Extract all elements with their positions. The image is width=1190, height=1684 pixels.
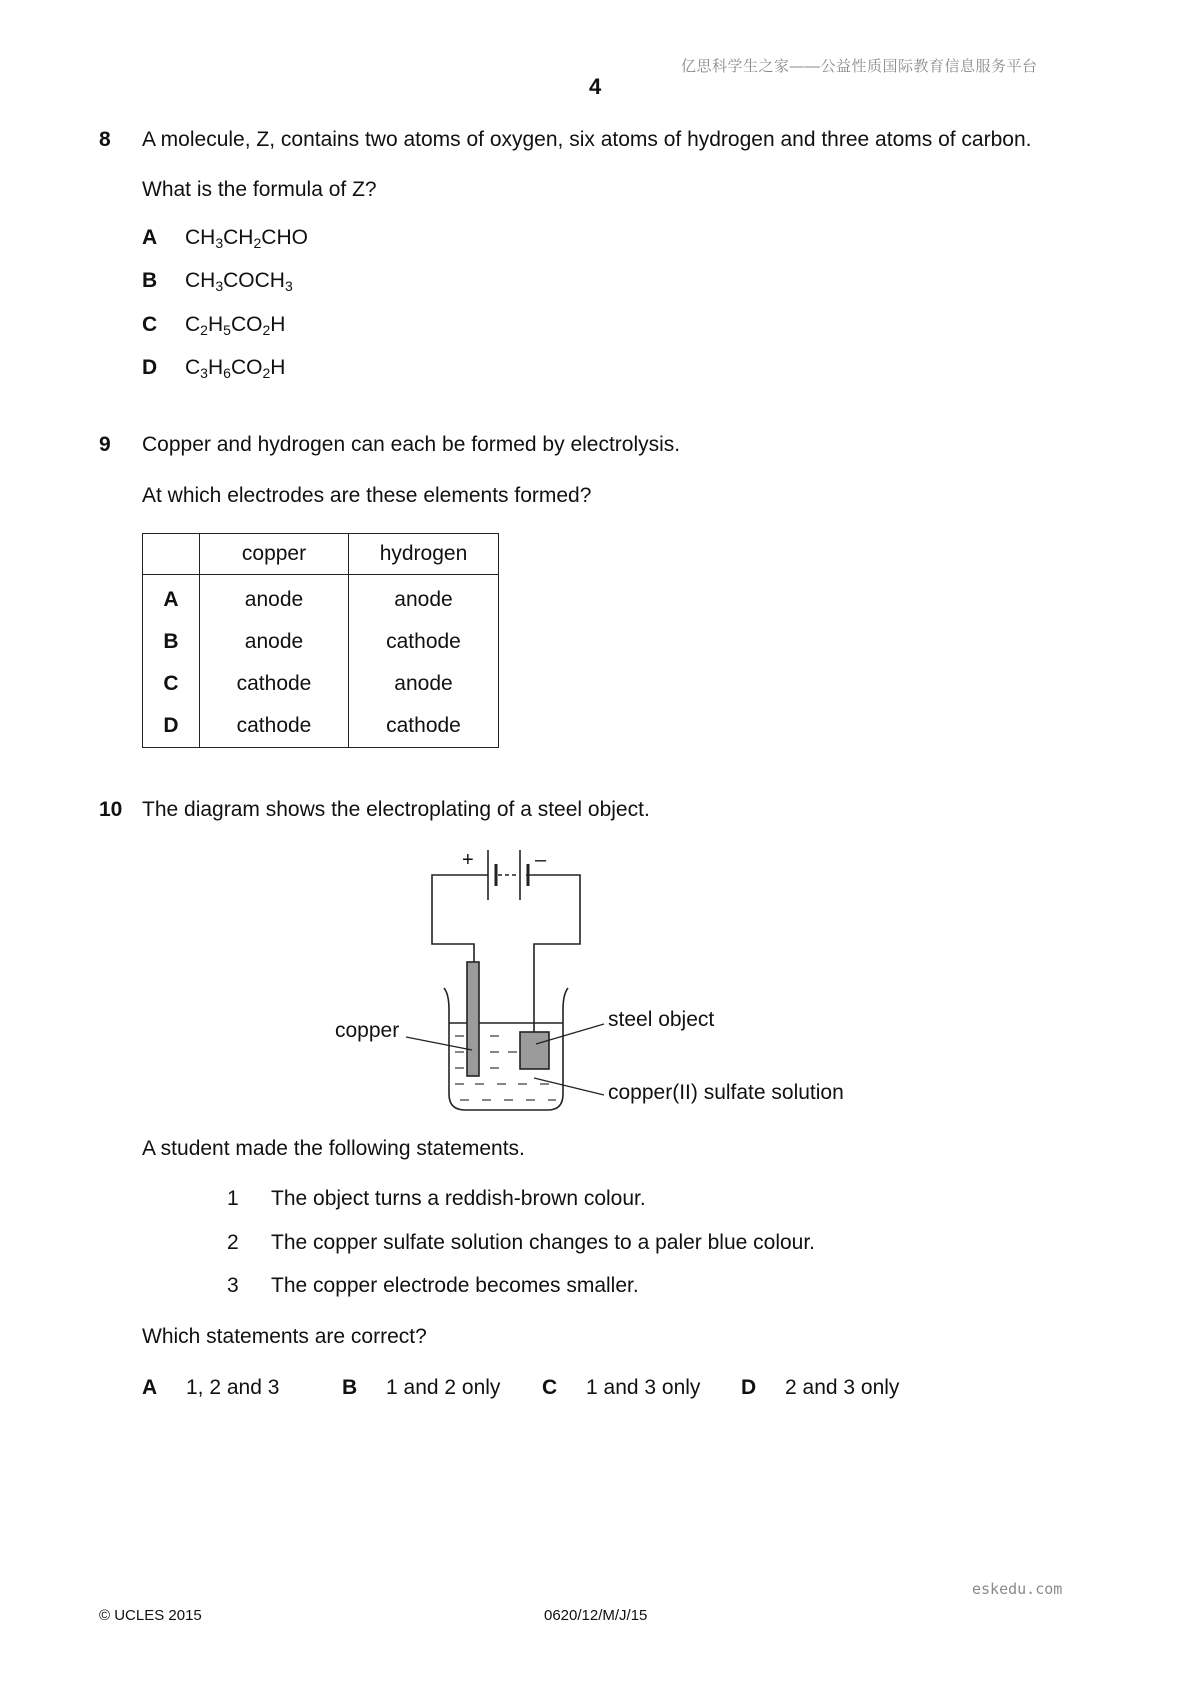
copper-electrode: [467, 962, 479, 1076]
label-steel-object: steel object: [608, 1008, 715, 1031]
q10-number: 10: [99, 798, 123, 821]
row-copper: cathode: [200, 705, 349, 748]
q8-option-c-formula: $C_2H_5CO_2H$: [185, 313, 286, 338]
row-letter: C: [143, 663, 200, 705]
q10-question: Which statements are correct?: [142, 1325, 427, 1348]
row-copper: anode: [200, 575, 349, 622]
q10-option-b-letter: B: [342, 1376, 358, 1399]
battery-plus-sign: +: [462, 849, 474, 871]
q8-question: What is the formula of Z?: [142, 178, 377, 201]
q10-stem: The diagram shows the electroplating of a steel object.: [142, 798, 650, 821]
footer-copyright: © UCLES 2015: [99, 1607, 202, 1624]
leader-copper: [406, 1037, 472, 1050]
row-hydrogen: anode: [349, 575, 499, 622]
statement-2-text: The copper sulfate solution changes to a paler blue colour.: [271, 1231, 816, 1254]
steel-object: [520, 1032, 549, 1069]
page-number: 4: [589, 74, 602, 99]
q8-option-d-formula: $C_3H_6CO_2H$: [185, 356, 286, 381]
q8-stem: A molecule, Z, contains two atoms of oxygen, six atoms of hydrogen and three atoms of carbon.: [142, 128, 1032, 151]
q10-option-a-letter: A: [142, 1376, 158, 1399]
q10-option-c-text: 1 and 3 only: [586, 1376, 701, 1399]
row-hydrogen: cathode: [349, 621, 499, 663]
q10-intro: A student made the following statements.: [142, 1137, 525, 1160]
table-header-hydrogen: hydrogen: [349, 534, 499, 575]
statement-3-number: 3: [227, 1274, 239, 1297]
q8-option-a-formula: $CH_3CH_2CHO$: [185, 226, 308, 251]
q10-option-a-text: 1, 2 and 3: [186, 1376, 280, 1399]
leader-solution: [534, 1078, 604, 1095]
table-header-copper: copper: [200, 534, 349, 575]
row-copper: anode: [200, 621, 349, 663]
row-copper: cathode: [200, 663, 349, 705]
row-letter: B: [143, 621, 200, 663]
q10-option-d-text: 2 and 3 only: [785, 1376, 900, 1399]
row-letter: A: [143, 575, 200, 622]
q8-number: 8: [99, 128, 111, 151]
wire-right: [526, 875, 580, 1032]
wire-left: [432, 875, 488, 962]
q8-option-b-letter: B: [142, 269, 158, 292]
q9-number: 9: [99, 433, 111, 456]
statement-3-text: The copper electrode becomes smaller.: [271, 1274, 639, 1297]
q8-option-b-formula: $CH_3COCH_3$: [185, 269, 293, 294]
row-hydrogen: cathode: [349, 705, 499, 748]
q8-option-d-letter: D: [142, 356, 158, 379]
statement-1-text: The object turns a reddish-brown colour.: [271, 1187, 646, 1210]
header-watermark: 亿思科学生之家——公益性质国际教育信息服务平台: [681, 58, 1038, 75]
q9-question: At which electrodes are these elements formed?: [142, 484, 592, 507]
battery-minus-sign: –: [535, 849, 547, 871]
q8-option-c-letter: C: [142, 313, 158, 336]
q10-option-b-text: 1 and 2 only: [386, 1376, 501, 1399]
statement-2-number: 2: [227, 1231, 239, 1254]
q10-option-c-letter: C: [542, 1376, 558, 1399]
footer-code: 0620/12/M/J/15: [544, 1607, 648, 1624]
label-copper: copper: [335, 1019, 400, 1042]
label-solution: copper(II) sulfate solution: [608, 1081, 844, 1104]
row-hydrogen: anode: [349, 663, 499, 705]
q10-option-d-letter: D: [741, 1376, 757, 1399]
q8-option-a-letter: A: [142, 226, 158, 249]
footer-watermark: eskedu.com: [972, 1580, 1063, 1598]
q9-stem: Copper and hydrogen can each be formed by electrolysis.: [142, 433, 681, 456]
statement-1-number: 1: [227, 1187, 239, 1210]
row-letter: D: [143, 705, 200, 748]
